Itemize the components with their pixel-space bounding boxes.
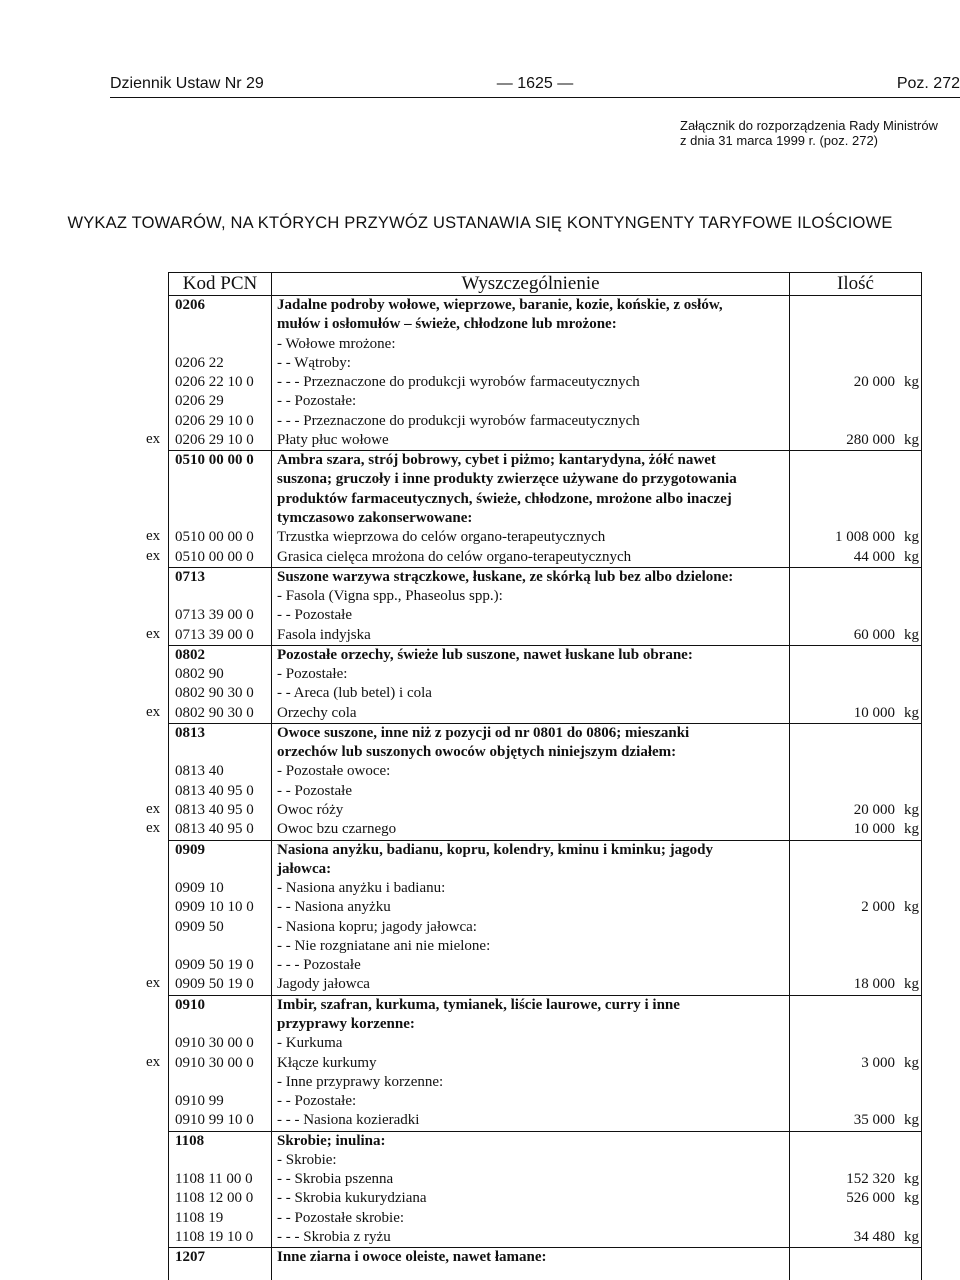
item-description: - - Pozostałe (277, 782, 352, 799)
quota-unit: kg (904, 802, 919, 819)
ex-marker: ex (146, 703, 161, 720)
pcn-code: 0813 (175, 724, 205, 741)
pcn-code: 1108 (175, 1132, 205, 1149)
table-row (169, 724, 921, 743)
table-row (169, 860, 921, 879)
running-header (110, 75, 960, 95)
table-row (169, 587, 921, 606)
item-description: - - - Przeznaczone do produkcji wyrobów farmaceutycznych (277, 412, 640, 429)
item-description: Suszone warzywa strączkowe, łuskane, ze skórką lub bez albo dzielone: (277, 568, 734, 585)
item-description: Trzustka wieprzowa do celów organo-terapeutycznych (277, 529, 606, 546)
table-row (169, 626, 921, 645)
item-description: Jadalne podroby wołowe, wieprzowe, baranie, kozie, końskie, z osłów, (277, 297, 723, 313)
table-row (169, 1170, 921, 1189)
quota-unit: kg (904, 1171, 919, 1188)
annex-line-1: Załącznik do rozporządzenia Rady Ministrów (680, 118, 938, 133)
table-row (169, 1189, 921, 1208)
item-description: Ambra szara, strój bobrowy, cybet i piżmo; kantarydyna, żółć nawet (277, 452, 716, 469)
table-row (169, 412, 921, 431)
item-description: Kłącze kurkumy (277, 1054, 377, 1071)
item-description: Inne ziarna i owoce oleiste, nawet łamane: (277, 1249, 547, 1266)
quota-amount: 3 000 (861, 1054, 895, 1071)
quota-amount: 34 480 (853, 1228, 895, 1245)
item-description: - - - Pozostałe (277, 957, 361, 974)
table-row (169, 315, 921, 334)
ex-marker: ex (146, 820, 161, 837)
table-row (169, 820, 921, 839)
quota-unit: kg (904, 704, 919, 721)
item-description: Owoce suszone, inne niż z pozycji od nr 0801 do 0806; mieszanki (277, 724, 690, 741)
heading-group (169, 296, 921, 451)
position-number: Poz. 272 (896, 75, 960, 92)
item-description: Imbir, szafran, kurkuma, tymianek, liście laurowe, curry i inne (277, 996, 680, 1013)
item-description: mułów i osłomułów – świeże, chłodzone lub mrożone: (277, 316, 617, 333)
quota-amount: 10 000 (853, 704, 895, 721)
pcn-code: 0909 10 (175, 880, 224, 897)
ex-marker: ex (146, 1053, 161, 1070)
pcn-code: 0910 99 10 0 (175, 1112, 254, 1129)
table-row (169, 898, 921, 917)
pcn-code: 0206 29 (175, 393, 224, 410)
quota-unit: kg (904, 529, 919, 546)
pcn-code: 1108 19 10 0 (175, 1228, 254, 1245)
pcn-code: 0813 40 95 0 (175, 821, 254, 838)
ex-marker: ex (146, 975, 161, 992)
pcn-code: 1108 11 00 0 (175, 1171, 253, 1188)
heading-group (169, 451, 921, 568)
heading-group (169, 724, 921, 841)
item-description: Orzechy cola (277, 704, 357, 721)
ex-marker: ex (146, 430, 161, 447)
table-row (169, 743, 921, 762)
table-row (169, 528, 921, 547)
pcn-code: 0910 30 00 0 (175, 1035, 254, 1052)
table-row (169, 1151, 921, 1170)
item-description: - Kurkuma (277, 1035, 343, 1052)
quota-table (168, 272, 922, 1280)
pcn-code: 0206 29 10 0 (175, 431, 254, 448)
table-row (169, 296, 921, 315)
pcn-code: 1207 (175, 1249, 205, 1266)
heading-group (169, 646, 921, 724)
item-description: Grasica cielęca mrożona do celów organo-terapeutycznych (277, 548, 632, 565)
heading-group (169, 996, 921, 1132)
item-description: - Inne przyprawy korzenne: (277, 1073, 444, 1090)
quota-amount: 280 000 (846, 431, 895, 448)
quota-unit: kg (904, 1054, 919, 1071)
pcn-code: 0909 10 10 0 (175, 899, 254, 916)
quota-unit: kg (904, 626, 919, 643)
heading-group (169, 1132, 921, 1249)
quota-amount: 10 000 (853, 821, 895, 838)
quota-unit: kg (904, 1190, 919, 1207)
item-description: - - Pozostałe skrobie: (277, 1209, 405, 1226)
item-description: produktów farmaceutycznych, świeże, chłodzone, mrożone albo inaczej (277, 490, 732, 507)
pcn-code: 1108 12 00 0 (175, 1190, 254, 1207)
table-row (169, 392, 921, 411)
pcn-code: 0510 00 00 0 (175, 529, 254, 546)
table-row (169, 996, 921, 1015)
table-row (169, 451, 921, 470)
quota-unit: kg (904, 976, 919, 993)
table-row (169, 762, 921, 781)
table-row (169, 354, 921, 373)
item-description: - - Pozostałe: (277, 1093, 357, 1110)
quota-amount: 2 000 (861, 899, 895, 916)
quota-amount: 152 320 (846, 1171, 895, 1188)
table-row (169, 918, 921, 937)
item-description: - - - Przeznaczone do produkcji wyrobów farmaceutycznych (277, 374, 640, 391)
table-row (169, 548, 921, 567)
table-row (169, 1111, 921, 1130)
pcn-code: 0713 39 00 0 (175, 626, 254, 643)
item-description: Fasola indyjska (277, 626, 371, 643)
pcn-code: 0713 39 00 0 (175, 607, 254, 624)
table-row (169, 975, 921, 994)
heading-group (169, 568, 921, 646)
item-description: - Skrobie: (277, 1151, 337, 1168)
table-row (169, 937, 921, 956)
pcn-code: 0802 90 (175, 666, 224, 683)
item-description: - - Pozostałe (277, 607, 352, 624)
header-description: Wyszczególnienie (272, 273, 789, 296)
table-row (169, 373, 921, 392)
heading-group (169, 1248, 921, 1267)
ex-marker: ex (146, 801, 161, 818)
item-description: - - Areca (lub betel) i cola (277, 685, 432, 702)
item-description: Owoc róży (277, 802, 344, 819)
table-row (169, 1248, 921, 1267)
table-row (169, 606, 921, 625)
item-description: - - Nasiona anyżku (277, 899, 391, 916)
item-description: - - Skrobia kukurydziana (277, 1190, 427, 1207)
table-row (169, 1092, 921, 1111)
item-description: - - - Skrobia z ryżu (277, 1228, 391, 1245)
quota-unit: kg (904, 374, 919, 391)
table-row (169, 956, 921, 975)
item-description: Nasiona anyżku, badianu, kopru, kolendry, kminu i kminku; jagody (277, 841, 713, 858)
table-row (169, 1054, 921, 1073)
quota-amount: 20 000 (853, 802, 895, 819)
pcn-code: 0802 (175, 646, 205, 663)
item-description: - - Skrobia pszenna (277, 1171, 394, 1188)
item-description: suszona; gruczoły i inne produkty zwierzęce używane do przygotowania (277, 471, 737, 488)
quota-amount: 526 000 (846, 1190, 895, 1207)
item-description: - Fasola (Vigna spp., Phaseolus spp.): (277, 588, 503, 605)
item-description: jałowca: (277, 860, 332, 877)
item-description: Pozostałe orzechy, świeże lub suszone, nawet łuskane lub obrane: (277, 646, 693, 663)
quota-unit: kg (904, 548, 919, 565)
page-number: — 1625 — (496, 75, 574, 92)
quota-unit: kg (904, 899, 919, 916)
item-description: - Pozostałe owoce: (277, 763, 391, 780)
table-row (169, 1034, 921, 1053)
annex-line-2: z dnia 31 marca 1999 r. (poz. 272) (680, 133, 879, 148)
table-row (169, 470, 921, 489)
ex-marker: ex (146, 625, 161, 642)
item-description: - Pozostałe: (277, 666, 348, 683)
pcn-code: 0802 90 30 0 (175, 685, 254, 702)
pcn-code: 0510 00 00 0 (175, 548, 254, 565)
item-description: przyprawy korzenne: (277, 1015, 415, 1032)
item-description: Jagody jałowca (277, 976, 370, 993)
item-description: - - Nie rozgniatane ani nie mielone: (277, 937, 491, 954)
pcn-code: 0206 22 10 0 (175, 374, 254, 391)
item-description: - - - Nasiona kozieradki (277, 1112, 420, 1129)
pcn-code: 0813 40 (175, 763, 224, 780)
annex-note (680, 118, 938, 148)
pcn-code: 0813 40 95 0 (175, 782, 254, 799)
pcn-code: 0510 00 00 0 (175, 452, 254, 469)
table-row (169, 335, 921, 354)
item-description: - Wołowe mrożone: (277, 335, 396, 352)
table-row (169, 509, 921, 528)
item-description: - - Wątroby: (277, 354, 351, 371)
quota-unit: kg (904, 431, 919, 448)
pcn-code: 0713 (175, 568, 205, 585)
quota-amount: 18 000 (853, 976, 895, 993)
pcn-code: 0910 (175, 996, 205, 1013)
table-row (169, 665, 921, 684)
table-row (169, 1228, 921, 1247)
table-row (169, 704, 921, 723)
quota-unit: kg (904, 1112, 919, 1129)
table-row (169, 646, 921, 665)
heading-group (169, 841, 921, 996)
quota-amount: 20 000 (853, 374, 895, 391)
item-description: - Nasiona anyżku i badianu: (277, 880, 446, 897)
quota-unit: kg (904, 1228, 919, 1245)
item-description: tymczasowo zakonserwowane: (277, 509, 473, 526)
table-row (169, 568, 921, 587)
table-row (169, 1209, 921, 1228)
quota-unit: kg (904, 821, 919, 838)
item-description: Owoc bzu czarnego (277, 821, 397, 838)
pcn-code: 0909 50 19 0 (175, 957, 254, 974)
quota-amount: 1 008 000 (835, 529, 895, 546)
pcn-code: 0910 30 00 0 (175, 1054, 254, 1071)
table-row (169, 841, 921, 860)
item-description: - - Pozostałe: (277, 393, 357, 410)
table-row (169, 490, 921, 509)
table-row (169, 431, 921, 450)
pcn-code: 0206 (175, 297, 205, 313)
pcn-code: 0910 99 (175, 1093, 224, 1110)
ex-marker: ex (146, 547, 161, 564)
pcn-code: 0206 29 10 0 (175, 412, 254, 429)
quota-amount: 60 000 (853, 626, 895, 643)
table-row (169, 801, 921, 820)
item-description: - Nasiona kopru; jagody jałowca: (277, 918, 477, 935)
ex-marker: ex (146, 528, 161, 545)
table-row (169, 879, 921, 898)
pcn-code: 0206 22 (175, 354, 224, 371)
pcn-code: 0802 90 30 0 (175, 704, 254, 721)
header-code: Kod PCN (169, 273, 271, 296)
table-row (169, 684, 921, 703)
journal-title: Dziennik Ustaw Nr 29 (110, 75, 264, 92)
pcn-code: 1108 19 (175, 1209, 224, 1226)
pcn-code: 0909 50 19 0 (175, 976, 254, 993)
item-description: Płaty płuc wołowe (277, 431, 389, 448)
pcn-code: 0813 40 95 0 (175, 802, 254, 819)
item-description: Skrobie; inulina: (277, 1132, 386, 1149)
pcn-code: 0909 (175, 841, 205, 858)
quota-amount: 44 000 (853, 548, 895, 565)
header-rule (110, 97, 960, 98)
quota-amount: 35 000 (853, 1112, 895, 1129)
table-row (169, 1015, 921, 1034)
table-row (169, 782, 921, 801)
table-row (169, 1132, 921, 1151)
item-description: orzechów lub suszonych owoców objętych niniejszym działem: (277, 744, 677, 761)
document-title: WYKAZ TOWARÓW, NA KTÓRYCH PRZYWÓZ USTANAWIA SIĘ KONTYNGENTY TARYFOWE ILOŚCIOWE (67, 214, 893, 232)
pcn-code: 0909 50 (175, 918, 224, 935)
table-row (169, 1073, 921, 1092)
header-quantity: Ilość (790, 273, 921, 296)
